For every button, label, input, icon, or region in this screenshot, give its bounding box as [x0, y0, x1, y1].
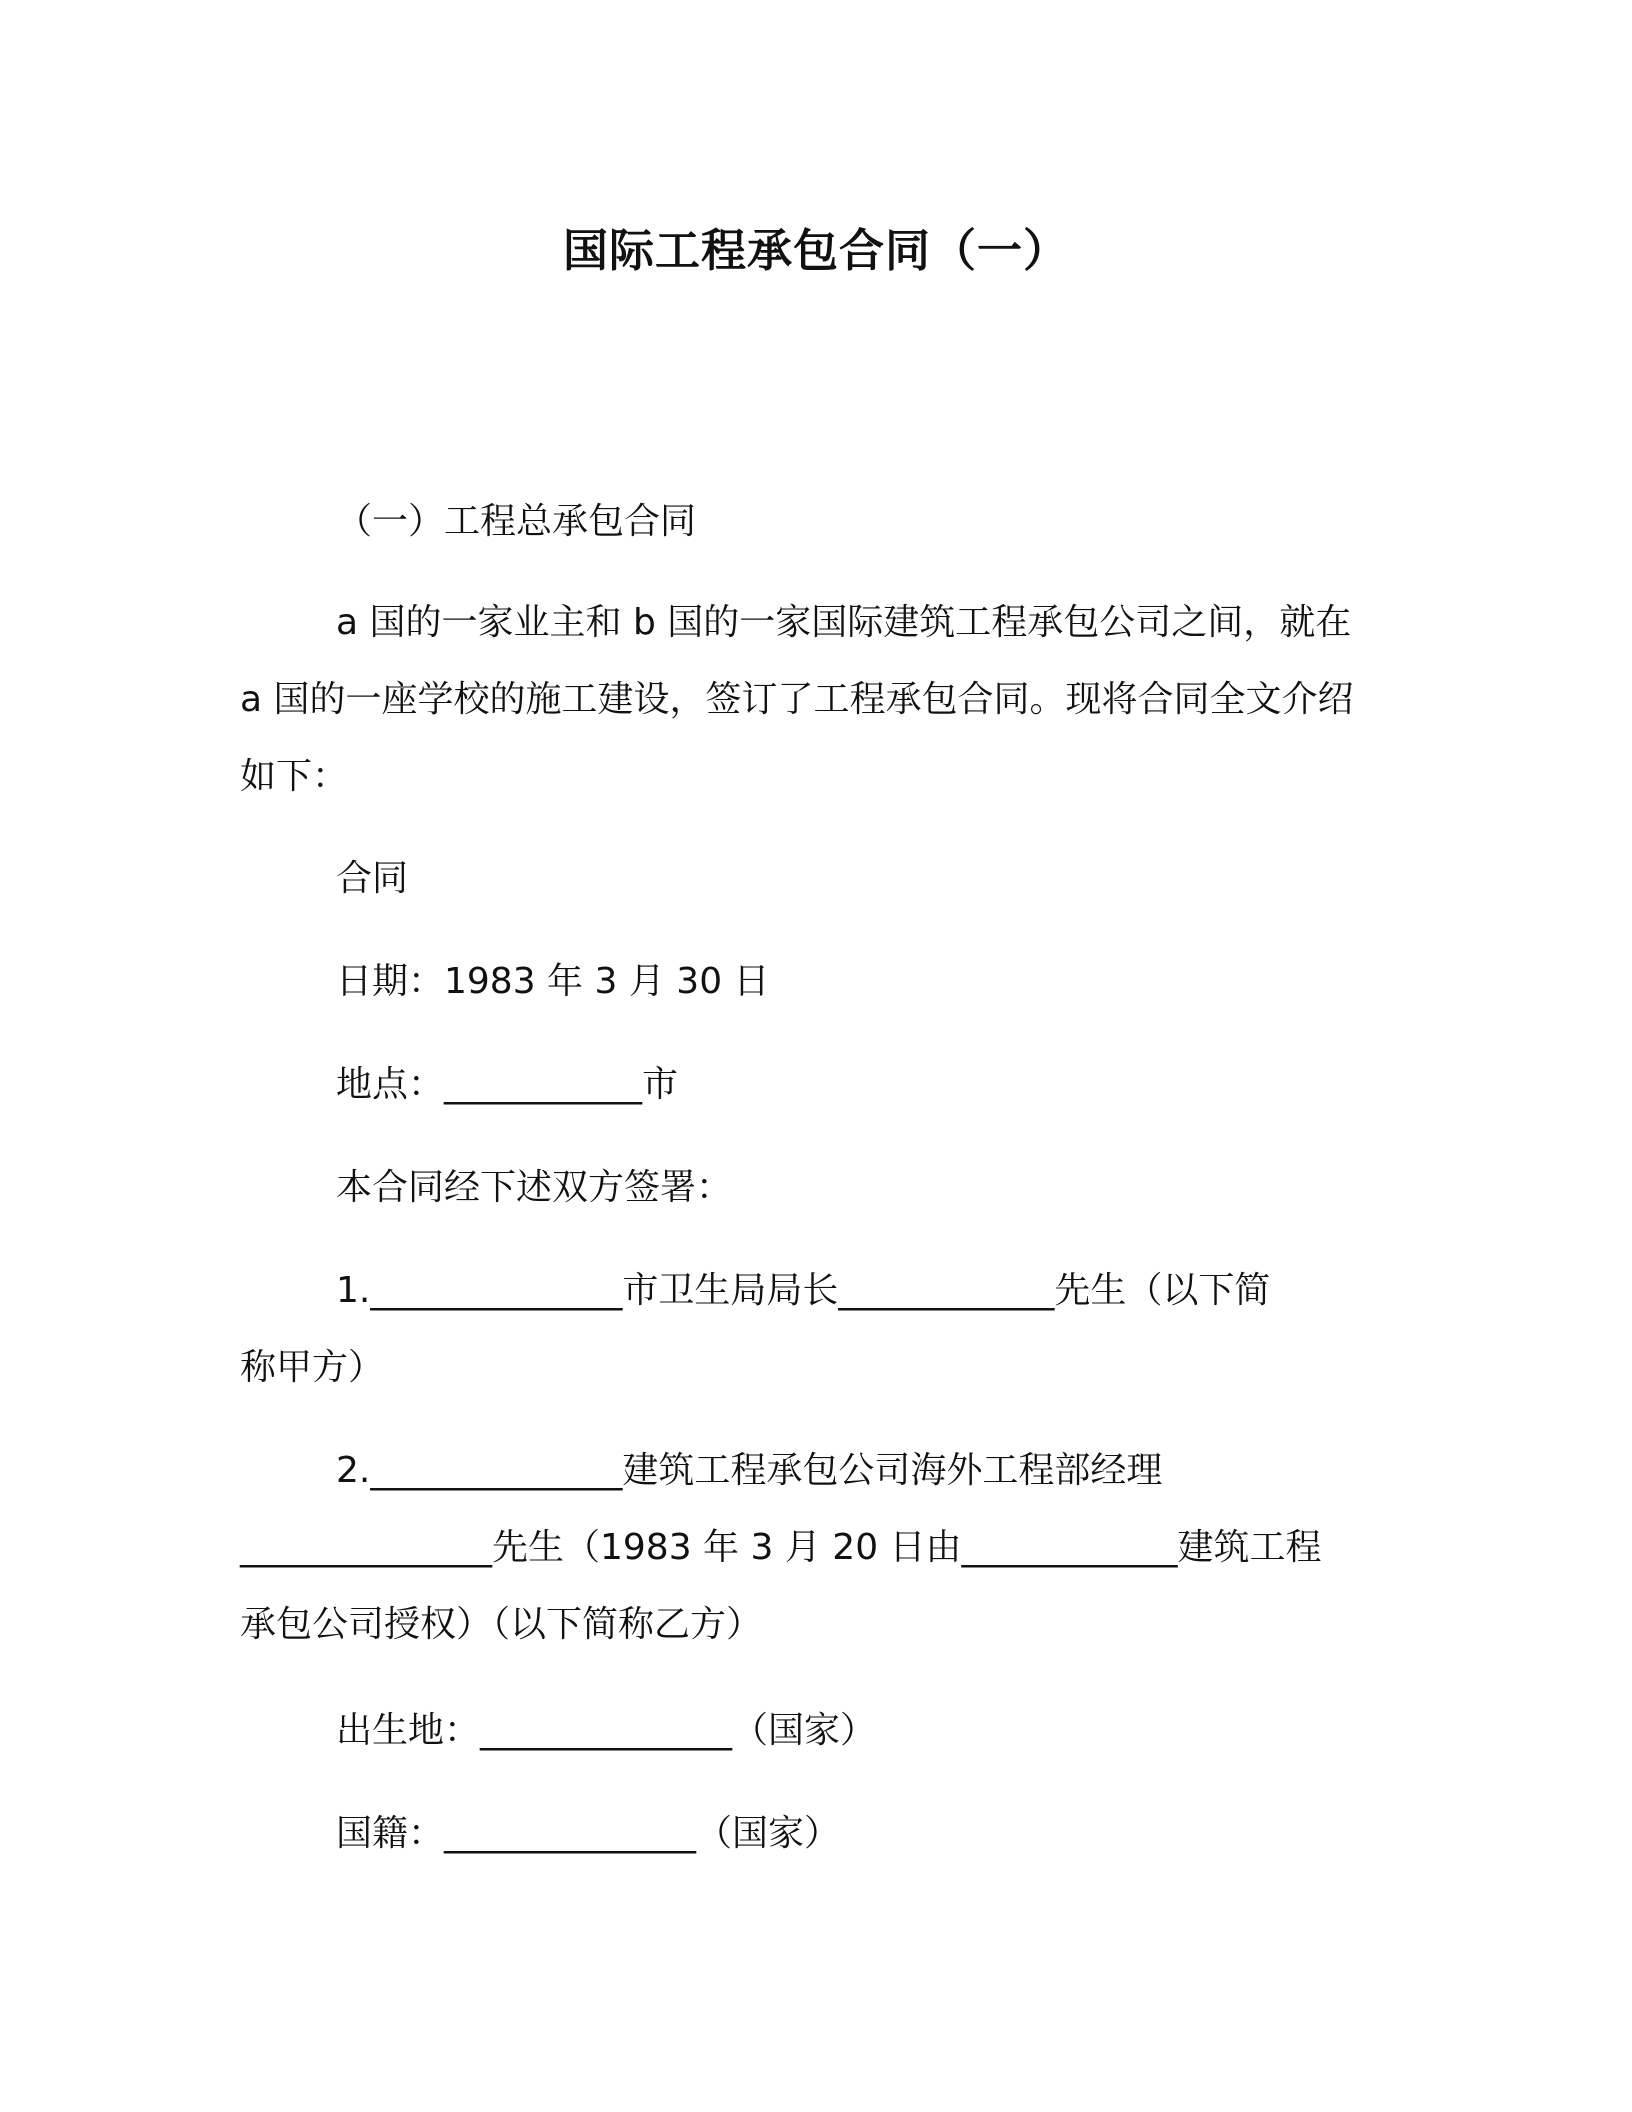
intro-line-3: 如下： — [240, 756, 349, 797]
section-heading-text: （一）工程总承包合同 — [336, 501, 697, 542]
signing-line: 本合同经下述双方签署： — [336, 1167, 733, 1208]
document-title: 国际工程承包合同（一） — [562, 224, 1069, 277]
party1-line-2: 称甲方） — [240, 1347, 385, 1388]
nationality-line: 国籍：______________（国家） — [336, 1813, 841, 1854]
intro-paragraph — [240, 584, 1420, 815]
party1-line-1: 1.______________市卫生局局长____________先生（以下简 — [336, 1270, 1271, 1311]
contract-label: 合同 — [336, 858, 409, 899]
place-line: 地点：___________市 — [336, 1064, 679, 1105]
intro-line-2: a 国的一座学校的施工建设，签订了工程承包合同。现将合同全文介绍 — [240, 679, 1354, 720]
party2-line-1: 2.______________建筑工程承包公司海外工程部经理 — [336, 1450, 1163, 1491]
party1-paragraph — [240, 1252, 1420, 1406]
section-heading — [240, 483, 1420, 560]
party2-line-2: ______________先生（1983 年 3 月 20 日由____________建筑工程 — [240, 1527, 1322, 1568]
birthplace-line: 出生地：______________（国家） — [336, 1710, 877, 1751]
intro-line-1: a 国的一家业主和 b 国的一家国际建筑工程承包公司之间，就在 — [336, 602, 1352, 643]
date-line: 日期：1983 年 3 月 30 日 — [336, 961, 770, 1002]
party2-paragraph — [240, 1432, 1420, 1663]
party2-line-3: 承包公司授权）（以下简称乙方） — [240, 1604, 763, 1645]
